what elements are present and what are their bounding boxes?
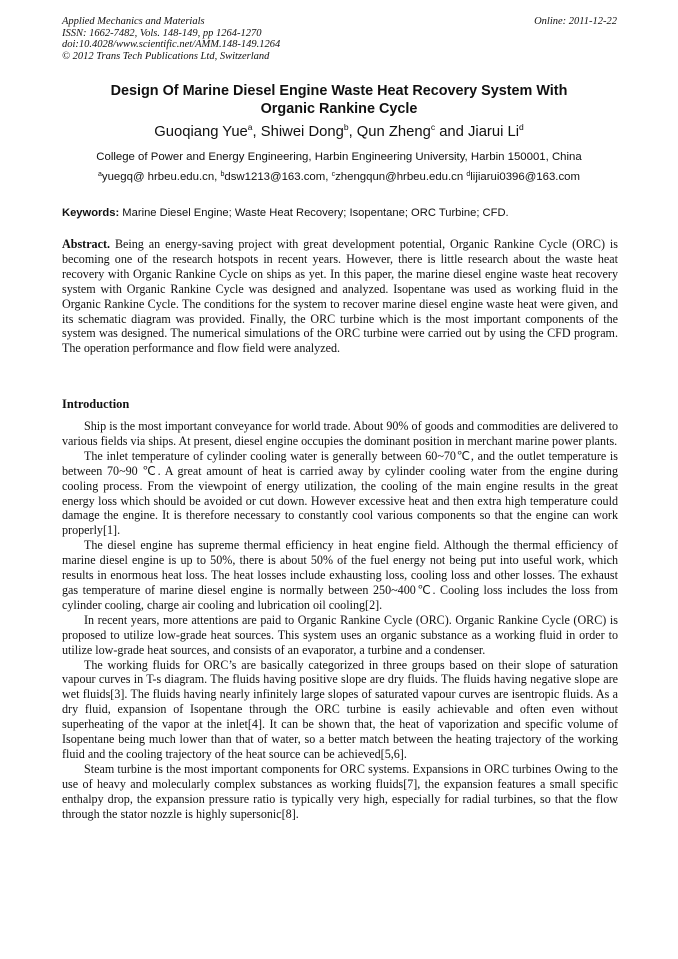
intro-paragraph: The working fluids for ORC’s are basically categorized in three groups based on their slope of saturation vapour curves in T-s diagram. The fluids having positive slope are dry fluids. The fluids having negative slope are wet fluids[3]. The fluids having nearly infinitely large slopes of saturated vapour curves are isentropic fluids. As a dry fluid, expansion of Isopentane through the ORC turbine is easily achievable and often even without superheating of the vapor at the inlet[4]. It can be shown that, the heat of vaporization and specific volume of Isopentane being much lower than that of water, so a better match between the heating trajectory of the working fluid and the cooling trajectory of the heat source can be achieved[5,6].: [62, 657, 618, 761]
keywords: [62, 206, 618, 220]
email-list: [60, 170, 618, 184]
keywords-text: Marine Diesel Engine; Waste Heat Recovery; Isopentane; ORC Turbine; CFD.: [119, 207, 509, 219]
email-mark: a: [98, 171, 102, 178]
author-mark: a: [247, 122, 253, 132]
email-mark: d: [466, 171, 471, 178]
email-mark: c: [331, 171, 336, 178]
issn-line: ISSN: 1662-7482, Vols. 148-149, pp 1264-1270: [62, 27, 262, 39]
email-address: yuegq@ hrbeu.edu.cn,: [101, 171, 221, 183]
author-separator: ,: [348, 124, 357, 140]
abstract-label: Abstract.: [62, 237, 111, 251]
introduction-heading: Introduction: [62, 397, 130, 411]
author-name: Guoqiang Yue: [154, 124, 248, 140]
intro-paragraph: In recent years, more attentions are paid to Organic Rankine Cycle (ORC). Organic Rankine Cycle (ORC) is proposed to utilize low-grade heat sources. This system uses an organic substance as a working fluid in order to utilize low-grade heat sources, and consists of an evaporator, a turbine and a condenser.: [62, 612, 618, 657]
email-address: lijiarui0396@163.com: [470, 171, 580, 183]
author-mark: d: [519, 122, 524, 132]
intro-paragraph: The inlet temperature of cylinder cooling water is generally between 60~70℃, and the outlet temperature is between 70~90 ℃. A great amount of heat is carried away by cylinder cooling water from the engine during cooling process. From the viewpoint of energy utilization, the cooling of the main engine results in the great energy loss which should be avoided or cut down. However excessive heat and then extra high temperature could damage the engine. It is therefore necessary to constantly cool various components so that the engine can work properly[1].: [62, 448, 618, 538]
keywords-label: Keywords:: [62, 207, 120, 219]
author-name: Qun Zheng: [356, 124, 431, 140]
introduction-body: [62, 419, 618, 821]
affiliation: College of Power and Energy Engineering, Harbin Engineering University, Harbin 150001, China: [96, 151, 582, 163]
email-address: dsw1213@163.com,: [224, 171, 332, 183]
copyright-line: © 2012 Trans Tech Publications Ltd, Switzerland: [62, 50, 270, 62]
intro-paragraph: Steam turbine is the most important components for ORC systems. Expansions in ORC turbines Owing to the use of heavy and molecularly complex substances as working fluids[7], the expansion features a small specific enthalpy drop, the expansion pressure ratio is typically very high, especially for radial turbines, so that the flow through the stator nozzle is highly supersonic[8].: [62, 761, 618, 821]
paper-title: [60, 82, 618, 118]
intro-paragraph: The diesel engine has supreme thermal efficiency in heat engine field. Although the thermal efficiency of marine diesel engine is up to 50%, there is about 50% of the fuel energy not being put into useful work, which results in enormous heat loss. The heat losses include exhausting loss, cooling loss and other losses. The exhaust gas temperature of marine diesel engine is normally between 250~400℃. Cooling loss includes the loss from cylinder cooling, charge air cooling and lubrication oil cooling[2].: [62, 538, 618, 612]
journal-name: Applied Mechanics and Materials: [62, 16, 205, 27]
title-line-1: Design Of Marine Diesel Engine Waste Heat Recovery System With: [110, 83, 568, 99]
author-mark: b: [343, 122, 349, 132]
author-name: Jiarui Li: [468, 124, 520, 140]
author-separator: ,: [252, 124, 261, 140]
online-date: Online: 2011-12-22: [534, 16, 617, 27]
email-address: zhengqun@hrbeu.edu.cn: [335, 171, 467, 183]
title-line-2: Organic Rankine Cycle: [260, 101, 418, 117]
author-mark: c: [430, 122, 436, 132]
abstract-text: Being an energy-saving project with great development potential, Organic Rankine Cycle (ORC) is becoming one of the research hotspots in recent years. However, there is little research about the waste heat recovery with Organic Rankine Cycle on ships as yet. In this paper, the marine diesel engine waste heat recovery system with Organic Rankine Cycle was designed and analyzed. Isopentane was used as working fluid in the Organic Rankine Cycle. The conditions for the system to recover marine diesel engine waste heat were given, and its schematic diagram was provided. Finally, the ORC turbine which is the most important components of the system was designed. The numerical simulations of the ORC turbine were carried out by using the CFD program. The operation performance and flow field were analyzed.: [62, 237, 618, 356]
intro-paragraph: Ship is the most important conveyance for world trade. About 90% of goods and commodities are delivered to various fields via ships. At present, diesel engine occupies the dominant position in merchant marine power plants.: [62, 419, 618, 448]
author-name: Shiwei Dong: [260, 124, 344, 140]
doi-line: doi:10.4028/www.scientific.net/AMM.148-149.1264: [62, 39, 281, 51]
author-separator: and: [435, 124, 469, 140]
abstract: [62, 237, 618, 356]
journal-header: [62, 16, 617, 62]
email-mark: b: [220, 171, 225, 178]
author-list: [60, 123, 618, 141]
